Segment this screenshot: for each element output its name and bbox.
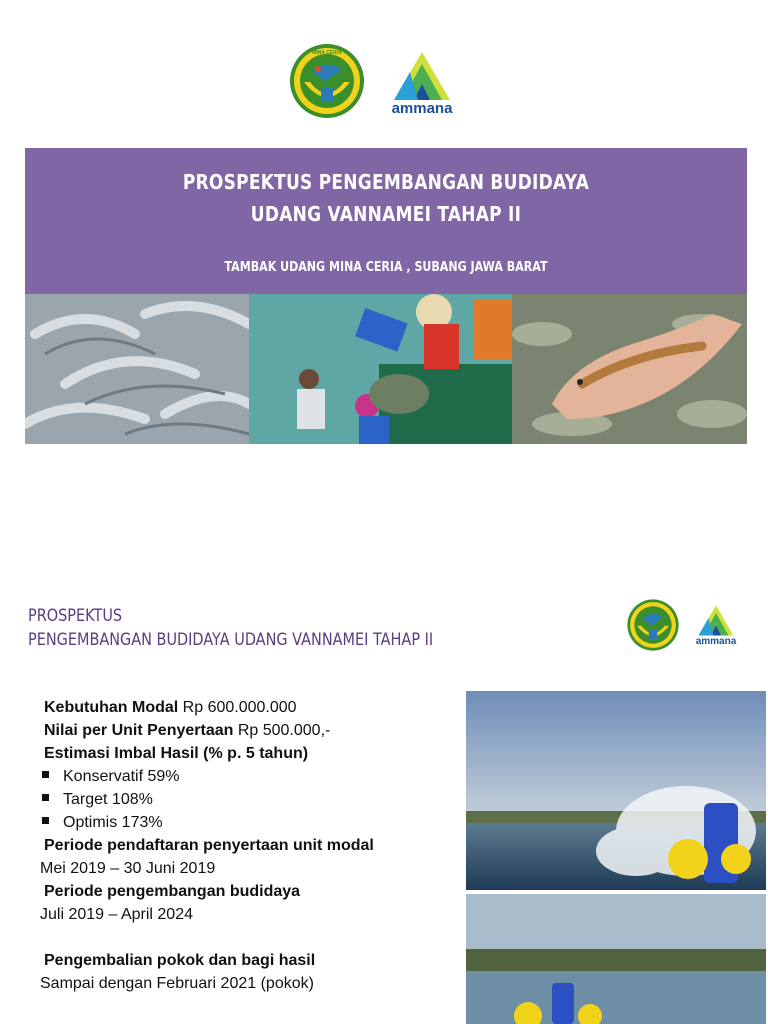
bullet-square-icon [42,794,49,801]
capital-value: Rp 600.000.000 [178,699,297,716]
return-bullet: Optimis 173% [42,811,163,834]
return-estimate-label: Estimasi Imbal Hasil (% p. 5 tahun) [44,745,309,762]
harvest-workers-photo [249,294,512,444]
repayment-label: Pengembalian pokok dan bagi hasil [44,952,316,969]
unit-price-row [44,719,330,742]
capital-label: Kebutuhan Modal [44,699,179,716]
mina-ceria-logo [288,42,366,120]
slide-title-line1: PROSPEKTUS PENGEMBANGAN BUDIDAYA [182,170,590,194]
capital-row [44,696,297,719]
ammana-logo-text: ammana [695,636,737,647]
bullet-square-icon [42,771,49,778]
registration-label: Periode pendaftaran penyertaan unit modal [44,837,374,854]
return-bullet: Target 108% [42,788,153,811]
ammana-logo [374,42,470,120]
repayment-value: Sampai dengan Februari 2021 (pokok) [40,975,314,992]
slide-subtitle: TAMBAK UDANG MINA CERIA , SUBANG JAWA BARAT [224,260,548,275]
cultivation-value: Juli 2019 – April 2024 [40,906,193,923]
shrimp-in-hand-photo [512,294,747,444]
title-banner [25,148,747,294]
ammana-logo [686,598,746,652]
return-bullet: Konservatif 59% [42,765,180,788]
cultivation-label: Periode pengembangan budidaya [44,883,301,900]
mina-ceria-logo [626,598,680,652]
unit-price-value: Rp 500.000,- [233,722,331,739]
prospectus-heading: PROSPEKTUS [28,606,123,626]
prospectus-subheading: PENGEMBANGAN BUDIDAYA UDANG VANNAMEI TAHAP II [28,630,434,650]
registration-value: Mei 2019 – 30 Juni 2019 [40,860,216,877]
mina-ceria-logo-text: MINA CERIA [312,50,342,56]
slide-title-line2: UDANG VANNAMEI TAHAP II [250,202,522,226]
ammana-logo-text: ammana [391,100,453,117]
shrimp-pile-photo [25,294,249,444]
bullet-square-icon [42,817,49,824]
shrimp-pond-aerator-photo [466,691,766,1024]
unit-price-label: Nilai per Unit Penyertaan [44,722,234,739]
